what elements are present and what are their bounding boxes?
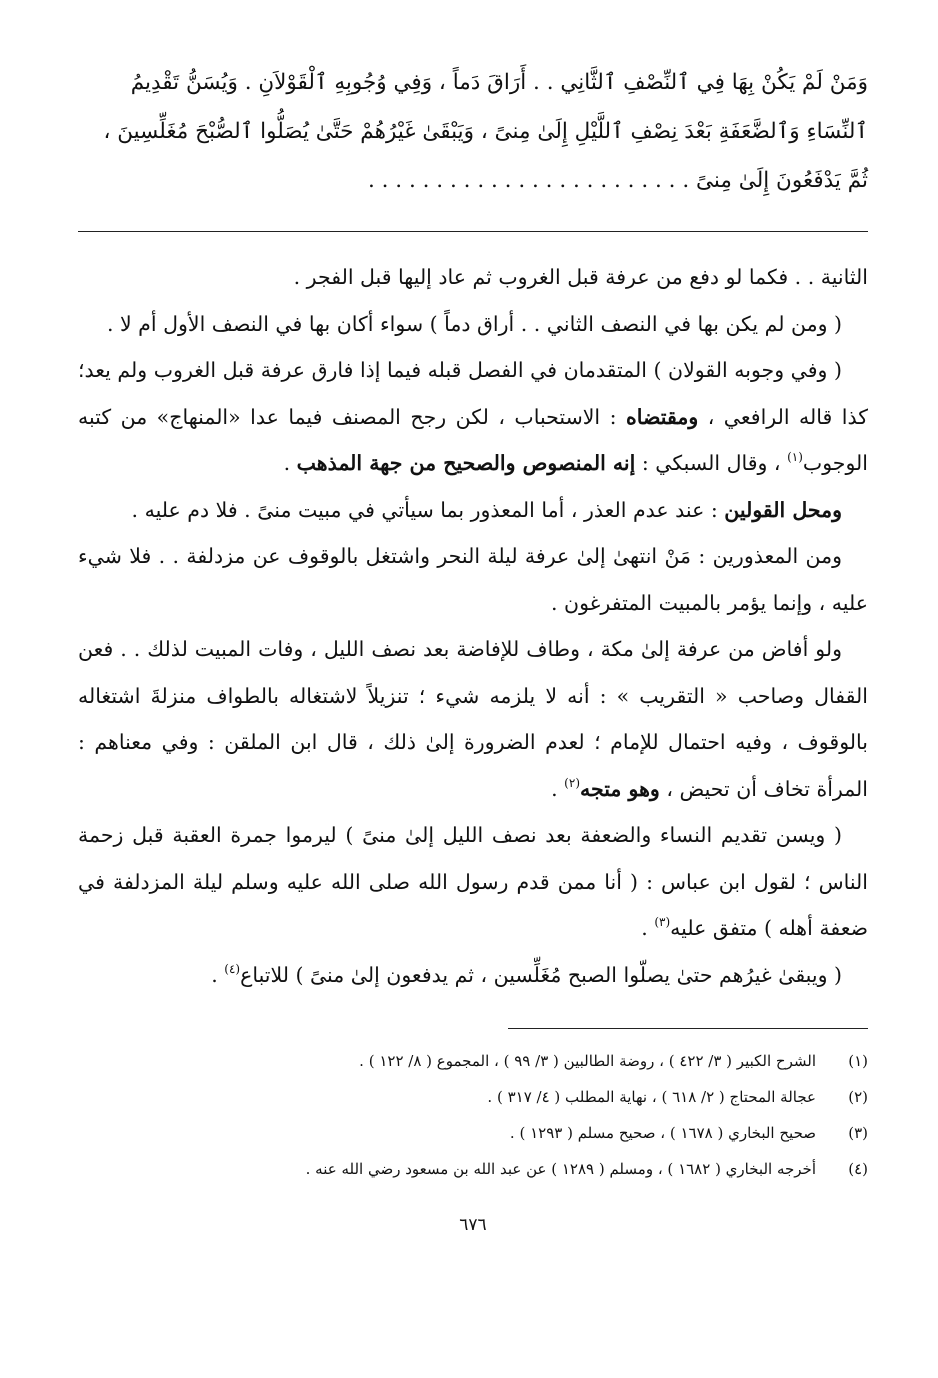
sharh-paragraph: ومن المعذورين : مَنْ انتهىٰ إلىٰ عرفة ليلة النحر واشتغل بالوقوف عن مزدلفة . . فلا شيء عليه ، وإنما يؤمر بالمبيت المتفرغون . <box>78 544 868 615</box>
matn-text <box>78 58 868 205</box>
sharh-paragraph: ( ويسن تقديم النساء والضعفة بعد نصف الليل إلىٰ منىً ) ليرموا جمرة العقبة قبل زحمة الناس ؛ لقول ابن عباس : ( أنا ممن قدم رسول الله صلى الله عليه وسلم ليلة المزدلفة في ضعفة أهله ) متفق عليه$^{(٣)}$ . <box>78 823 868 940</box>
footnote-item <box>78 1043 868 1079</box>
sharh-paragraph: ( وفي وجوبه القولان ) المتقدمان في الفصل قبله فيما إذا فارق عرفة قبل الغروب ولم يعد؛ كذا قاله الرافعي ، ومقتضاه : الاستحباب ، لكن رجح المصنف فيما عدا «المنهاج» من كتبه الوجوب$^{(١)}$ ، وقال السبكي : إنه المنصوص والصحيح من جهة المذهب . <box>78 358 869 475</box>
sharh-paragraph: ( ومن لم يكن بها في النصف الثاني . . أراق دماً ) سواء أكان بها في النصف الأول أم لا . <box>106 311 842 336</box>
footnote-ref: (٣) <box>654 915 671 929</box>
footnote-item <box>78 1079 868 1115</box>
footnote-text: أخرجه البخاري ( ١٦٨٢ ) ، ومسلم ( ١٢٨٩ ) عن عبد الله بن مسعود رضي الله عنه . <box>305 1160 816 1178</box>
footnote-number: (٤) <box>848 1160 868 1178</box>
footnote-number: (١) <box>848 1052 868 1070</box>
matn-line: وَمَنْ لَمْ يَكُنْ بِهَا فِي ٱلنِّصْفِ ٱلثَّانِي . . أَرَاقَ دَماً ، وَفِي وُجُوبِهِ ٱلْقَوْلاَنِ . وَيُسَنُّ تَقْدِيمُ <box>130 70 868 95</box>
footnote-ref: (٤) <box>224 961 241 976</box>
page-number: ٦٧٦ <box>459 1215 487 1235</box>
sharh-text <box>78 254 868 998</box>
footnote-ref: (٢) <box>564 775 580 790</box>
footnote-text: عجالة المحتاج ( ٢/ ٦١٨ ) ، نهاية المطلب ( ٤/ ٣١٧ ) . <box>487 1088 816 1106</box>
book-page <box>78 58 868 1235</box>
footnote-text: صحيح البخاري ( ١٦٧٨ ) ، صحيح مسلم ( ١٢٩٣ ) . <box>509 1124 816 1142</box>
matn-line: ثُمَّ يَدْفَعُونَ إِلَىٰ مِنىً . . . . . . . . . . . . . . . . . . . . . . . . <box>367 168 868 193</box>
footnotes <box>78 1043 868 1187</box>
footnote-item <box>78 1115 868 1151</box>
matn-divider <box>78 231 868 232</box>
footnote-text: الشرح الكبير ( ٣/ ٤٢٢ ) ، روضة الطالبين ( ٣/ ٩٩ ) ، المجموع ( ٨/ ١٢٢ ) . <box>359 1052 816 1070</box>
footnote-number: (٣) <box>848 1124 868 1142</box>
sharh-paragraph: ( ويبقىٰ غيرُهم حتىٰ يصلّوا الصبح مُغَلِّسين ، ثم يدفعون إلىٰ منىً ) للاتباع$^{(٤)}$ . <box>211 961 842 987</box>
footnote-number: (٢) <box>848 1088 868 1106</box>
footnote-divider <box>508 1028 868 1029</box>
footnote-ref: (١) <box>787 450 803 464</box>
matn-line: ٱلنِّسَاءِ وَٱلضَّعَفَةِ بَعْدَ نِصْفِ ٱللَّيْلِ إِلَىٰ مِنىً ، وَيَبْقَىٰ غَيْرُهُمْ حَتَّىٰ يُصَلُّوا ٱلصُّبْحَ مُغَلِّسِينَ ، <box>103 119 868 144</box>
footnote-item <box>78 1151 868 1187</box>
sharh-paragraph: الثانية . . فكما لو دفع من عرفة قبل الغروب ثم عاد إليها قبل الفجر . <box>293 265 868 289</box>
sharh-paragraph: ولو أفاض من عرفة إلىٰ مكة ، وطاف للإفاضة بعد نصف الليل ، وفات المبيت لذلك . . فعن القفال وصاحب « التقريب » : أنه لا يلزمه شيء ؛ تنزيلاً لاشتغاله بالطواف منزلةَ اشتغاله بالوقوف ، وفيه احتمال للإمام ؛ لعدم الضرورة إلىٰ ذلك ، قال ابن الملقن : وفي معناهم : المرأة تخاف أن تحيض ، وهو متجه$^{(٢)}$ . <box>78 637 868 801</box>
sharh-paragraph: ومحل القولين : عند عدم العذر ، أما المعذور بما سيأتي في مبيت منىً . فلا دم عليه . <box>131 497 842 522</box>
